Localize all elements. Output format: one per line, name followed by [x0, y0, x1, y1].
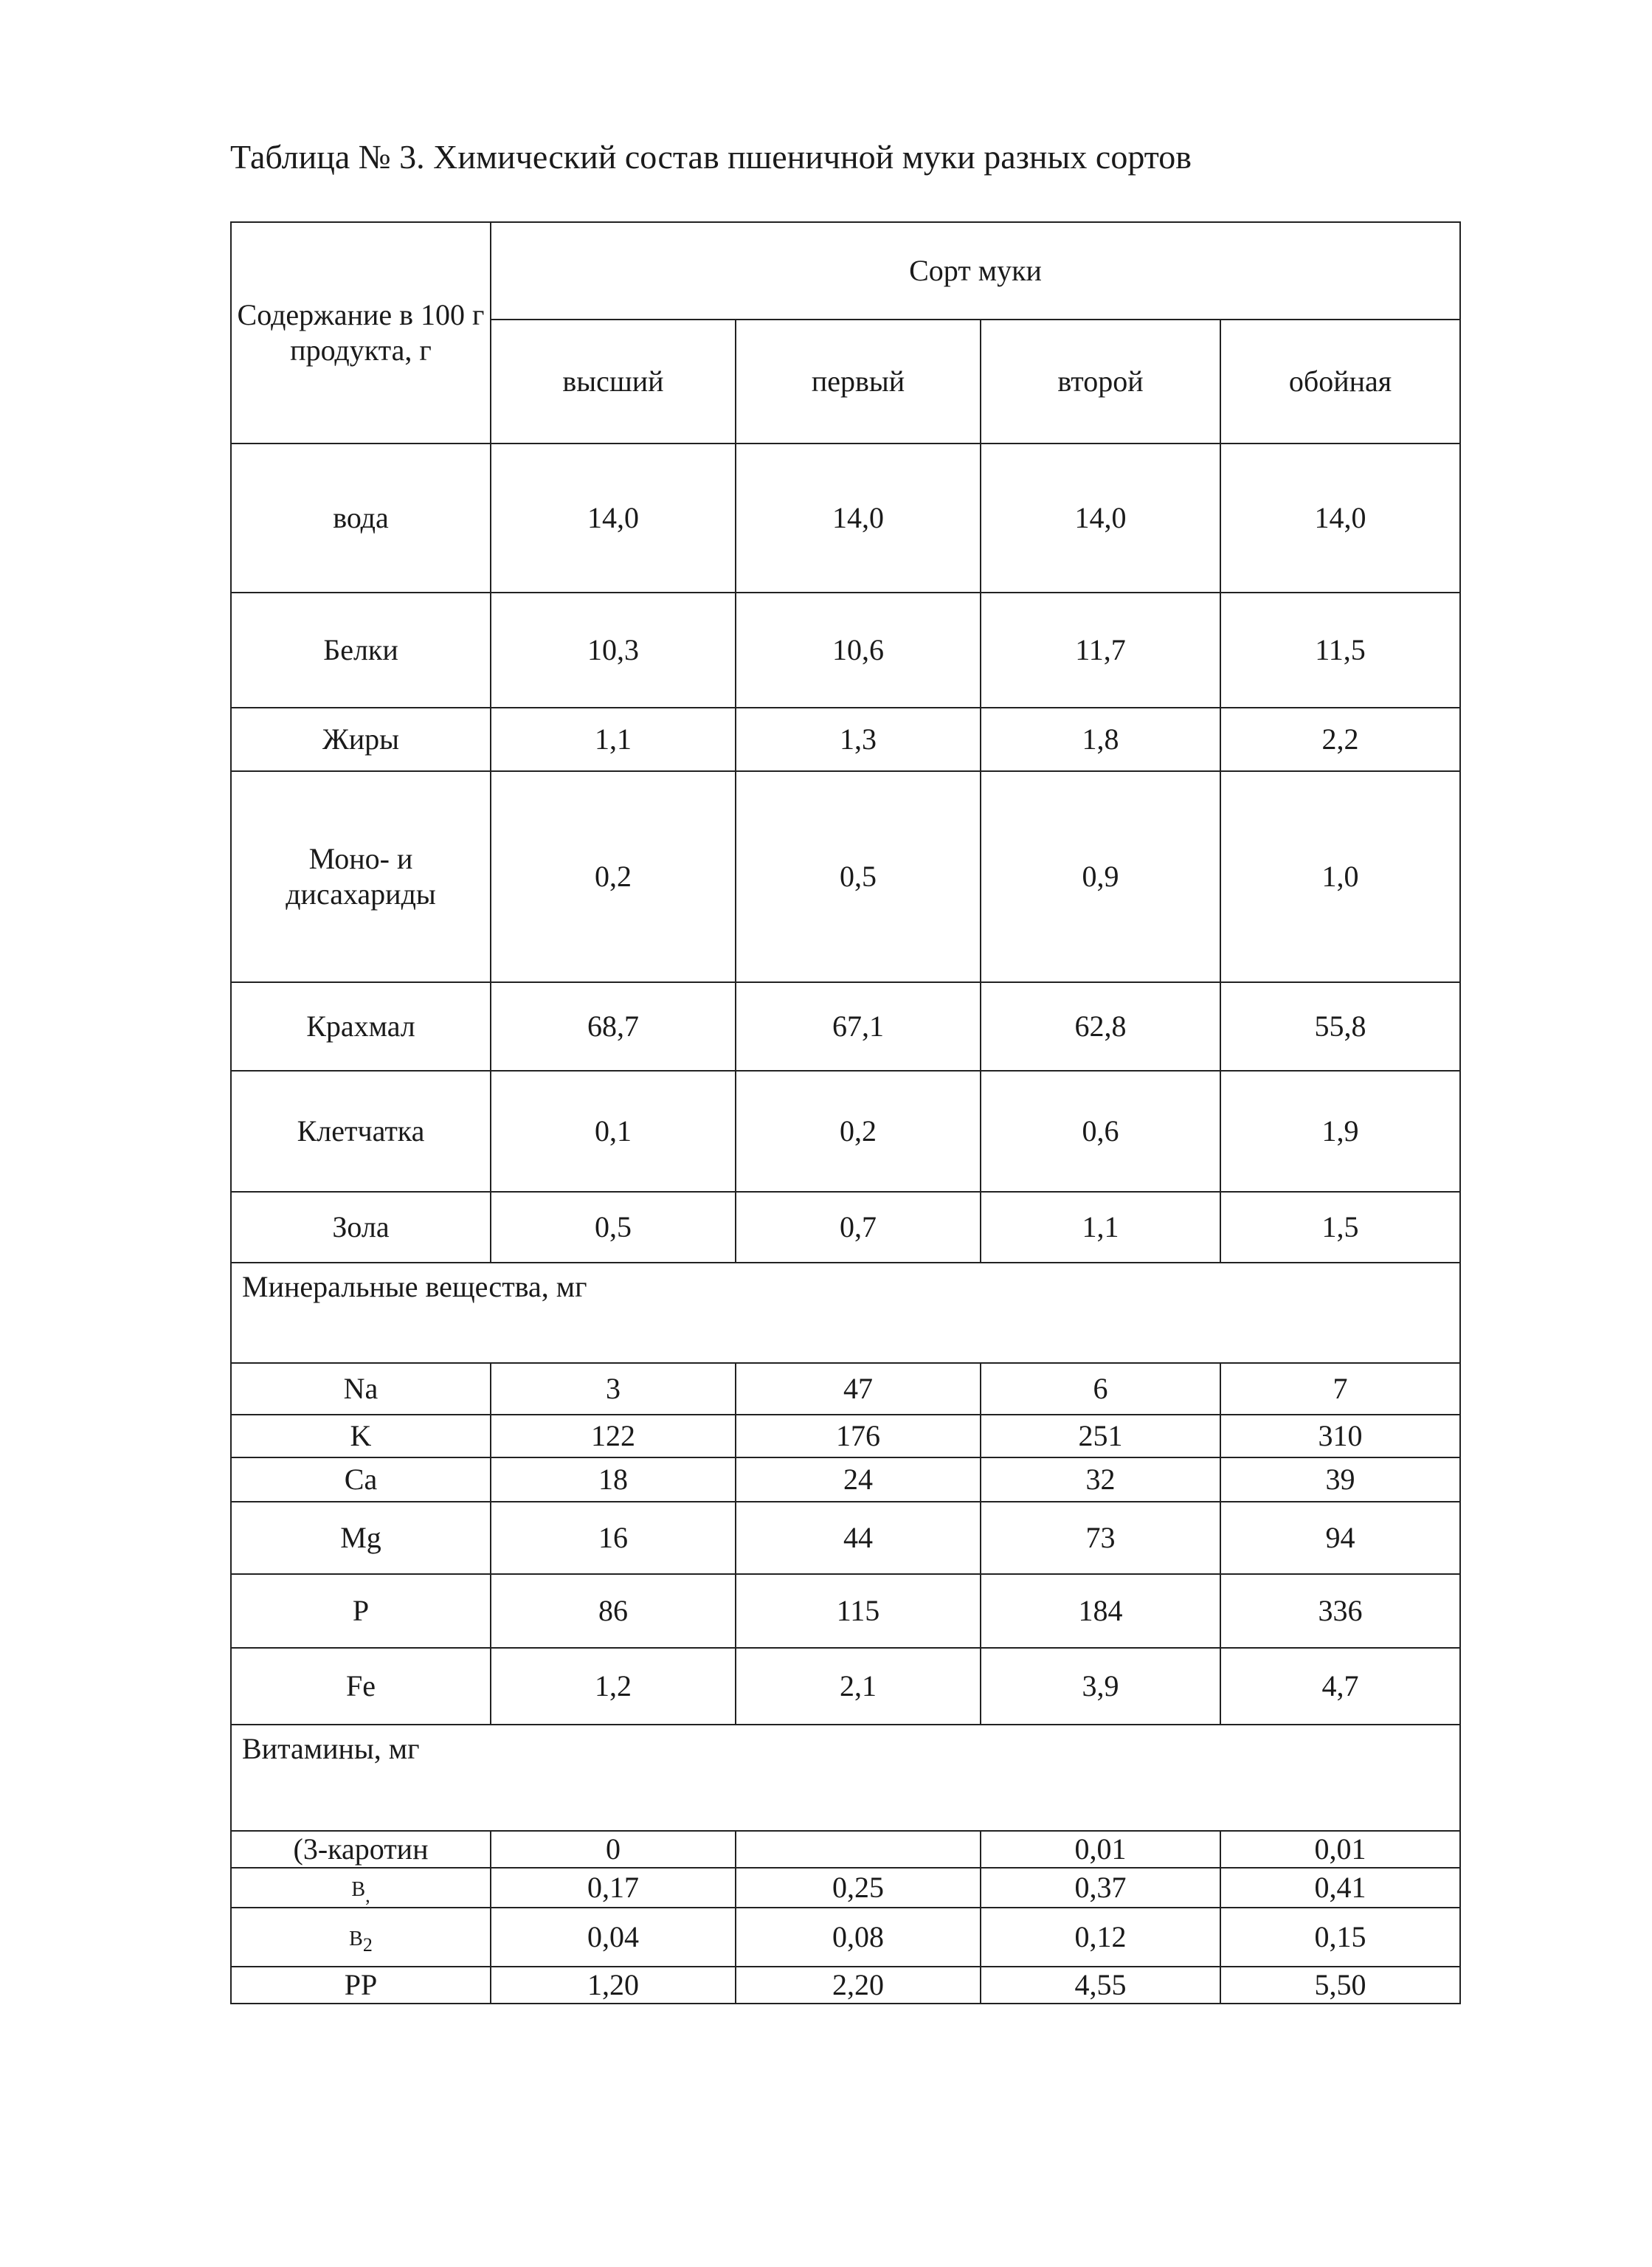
cell-value: 0,01 — [1220, 1831, 1460, 1868]
row-label: Зола — [231, 1192, 491, 1263]
cell-value: 0,5 — [491, 1192, 736, 1263]
table-row — [231, 1868, 1460, 1908]
cell-value: 4,55 — [981, 1967, 1220, 2004]
cell-value: 0,15 — [1220, 1908, 1460, 1967]
cell-value: 1,5 — [1220, 1192, 1460, 1263]
cell-value: 0,1 — [491, 1071, 736, 1192]
row-label: Fe — [231, 1648, 491, 1725]
vitamin-subscript: , — [365, 1885, 370, 1906]
cell-value: 73 — [981, 1502, 1220, 1574]
cell-value: 122 — [491, 1415, 736, 1457]
section-row-minerals — [231, 1263, 1460, 1363]
cell-value: 11,5 — [1220, 593, 1460, 708]
row-label-header: Содержание в 100 г продукта, г — [231, 222, 491, 444]
cell-value: 1,20 — [491, 1967, 736, 2004]
row-label: P — [231, 1574, 491, 1648]
cell-value: 0,08 — [736, 1908, 981, 1967]
table-row — [231, 1192, 1460, 1263]
cell-value: 0,04 — [491, 1908, 736, 1967]
table-row — [231, 1502, 1460, 1574]
vitamin-subscript: 2 — [362, 1934, 373, 1956]
cell-value: 0,5 — [736, 771, 981, 982]
table-row — [231, 593, 1460, 708]
cell-value: 310 — [1220, 1415, 1460, 1457]
cell-value: 0,12 — [981, 1908, 1220, 1967]
column-header: обойная — [1220, 320, 1460, 444]
cell-value: 0,41 — [1220, 1868, 1460, 1908]
cell-value: 1,2 — [491, 1648, 736, 1725]
flour-composition-table — [230, 221, 1461, 2004]
cell-value: 2,1 — [736, 1648, 981, 1725]
cell-value: 1,3 — [736, 708, 981, 771]
cell-value: 18 — [491, 1457, 736, 1502]
table-row — [231, 982, 1460, 1071]
cell-value: 176 — [736, 1415, 981, 1457]
cell-value: 184 — [981, 1574, 1220, 1648]
row-label: K — [231, 1415, 491, 1457]
cell-value: 24 — [736, 1457, 981, 1502]
table-row — [231, 1908, 1460, 1967]
cell-value: 55,8 — [1220, 982, 1460, 1071]
cell-value: 1,1 — [981, 1192, 1220, 1263]
cell-value: 86 — [491, 1574, 736, 1648]
cell-value: 3,9 — [981, 1648, 1220, 1725]
row-label: Mg — [231, 1502, 491, 1574]
header-row-group — [231, 222, 1460, 320]
cell-value: 115 — [736, 1574, 981, 1648]
table-row — [231, 1967, 1460, 2004]
column-header: высший — [491, 320, 736, 444]
table-row — [231, 1831, 1460, 1868]
minerals-section-label: Минеральные вещества, мг — [231, 1263, 1460, 1363]
cell-value: 68,7 — [491, 982, 736, 1071]
cell-value — [736, 1831, 981, 1868]
cell-value: 7 — [1220, 1363, 1460, 1415]
cell-value: 2,2 — [1220, 708, 1460, 771]
cell-value: 14,0 — [736, 444, 981, 593]
cell-value: 5,50 — [1220, 1967, 1460, 2004]
table-row — [231, 1415, 1460, 1457]
row-label: PP — [231, 1967, 491, 2004]
cell-value: 0,2 — [736, 1071, 981, 1192]
row-label: Na — [231, 1363, 491, 1415]
cell-value: 14,0 — [491, 444, 736, 593]
row-label — [231, 1868, 491, 1908]
table-row — [231, 1363, 1460, 1415]
flour-grade-header: Сорт муки — [491, 222, 1460, 320]
table-row — [231, 1071, 1460, 1192]
table-row — [231, 1457, 1460, 1502]
cell-value: 0,37 — [981, 1868, 1220, 1908]
vitamins-section-label: Витамины, мг — [231, 1725, 1460, 1831]
row-label: Клетчатка — [231, 1071, 491, 1192]
cell-value: 0,01 — [981, 1831, 1220, 1868]
cell-value: 0,6 — [981, 1071, 1220, 1192]
cell-value: 336 — [1220, 1574, 1460, 1648]
cell-value: 67,1 — [736, 982, 981, 1071]
cell-value: 0,2 — [491, 771, 736, 982]
cell-value: 16 — [491, 1502, 736, 1574]
cell-value: 4,7 — [1220, 1648, 1460, 1725]
column-header: первый — [736, 320, 981, 444]
cell-value: 6 — [981, 1363, 1220, 1415]
table-row — [231, 708, 1460, 771]
cell-value: 62,8 — [981, 982, 1220, 1071]
row-label: Моно- и дисахариды — [231, 771, 491, 982]
section-row-vitamins — [231, 1725, 1460, 1831]
cell-value: 32 — [981, 1457, 1220, 1502]
cell-value: 39 — [1220, 1457, 1460, 1502]
cell-value: 94 — [1220, 1502, 1460, 1574]
row-label: Крахмал — [231, 982, 491, 1071]
cell-value: 44 — [736, 1502, 981, 1574]
cell-value: 3 — [491, 1363, 736, 1415]
cell-value: 1,8 — [981, 708, 1220, 771]
cell-value: 14,0 — [981, 444, 1220, 593]
vitamin-label: B — [351, 1878, 366, 1901]
column-header: второй — [981, 320, 1220, 444]
cell-value: 2,20 — [736, 1967, 981, 2004]
cell-value: 47 — [736, 1363, 981, 1415]
cell-value: 0,9 — [981, 771, 1220, 982]
row-label: (3-каротин — [231, 1831, 491, 1868]
page-title: Таблица № 3. Химический состав пшеничной муки разных сортов — [230, 138, 1192, 176]
table-row — [231, 1648, 1460, 1725]
cell-value: 0,17 — [491, 1868, 736, 1908]
cell-value: 11,7 — [981, 593, 1220, 708]
row-label: Жиры — [231, 708, 491, 771]
cell-value: 1,0 — [1220, 771, 1460, 982]
row-label: Ca — [231, 1457, 491, 1502]
cell-value: 10,6 — [736, 593, 981, 708]
cell-value: 1,1 — [491, 708, 736, 771]
table-row — [231, 444, 1460, 593]
row-label — [231, 1908, 491, 1967]
table-row — [231, 1574, 1460, 1648]
cell-value: 10,3 — [491, 593, 736, 708]
cell-value: 0,7 — [736, 1192, 981, 1263]
row-label: Белки — [231, 593, 491, 708]
cell-value: 0 — [491, 1831, 736, 1868]
table-row — [231, 771, 1460, 982]
vitamin-label: B — [349, 1928, 363, 1951]
cell-value: 0,25 — [736, 1868, 981, 1908]
cell-value: 14,0 — [1220, 444, 1460, 593]
row-label: вода — [231, 444, 491, 593]
cell-value: 251 — [981, 1415, 1220, 1457]
cell-value: 1,9 — [1220, 1071, 1460, 1192]
